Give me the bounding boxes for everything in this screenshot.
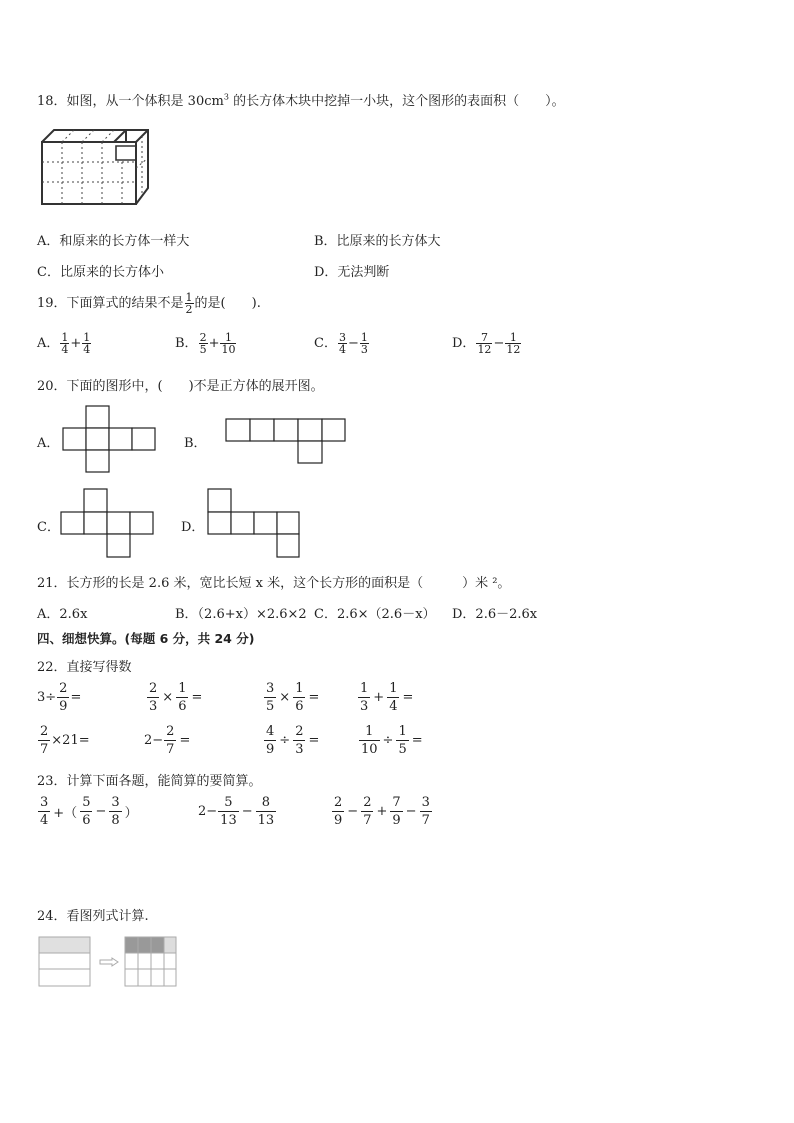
q22-r1-c4: $\frac{1}{3}$ + $\frac{1}{4}$ = [360,681,414,714]
q22-stem: 22．直接写得数 [37,660,132,675]
q24-figure-left [38,936,92,988]
q22-r2-c3: $\frac{4}{9}$ ÷ $\frac{2}{3}$ = [266,724,320,757]
q22-r2-c2: 2− $\frac{2}{7}$ = [144,724,191,757]
q20-label-a: A． [37,436,60,451]
q22-r1-c2: $\frac{2}{3}$ × $\frac{1}{6}$ = [149,681,203,714]
q18-stem: 18．如图，从一个体积是 $30cm^3$ 的长方体木块中挖掉一小块，这个图形的表面积（ ）。 [37,92,565,109]
q20-net-a [63,405,157,475]
q20-label-c: C． [37,520,60,535]
q23-expr-1: $\frac{3}{4}$ +（ $\frac{5}{6}$ − $\frac{3}{8}$ ） [40,795,138,828]
q18-option-a: A．和原来的长方体一样大 [37,234,190,249]
q24-figure-right [124,936,178,988]
q23-stem: 23．计算下面各题，能简算的要简算。 [37,774,262,789]
q24-stem: 24．看图列式计算. [37,909,149,924]
q20-net-c [61,488,155,560]
q20-net-b [225,418,347,466]
q19-option-c: C． $\frac{3}{4}$ − $\frac{1}{3}$ [314,331,368,356]
q21-option-b: B．（2.6+x）×2.6×2 [175,607,307,622]
q22-r1-c1: 3÷ $\frac{2}{9}$ = [37,681,82,714]
q18-option-c: C．比原来的长方体小 [37,265,164,280]
q22-r1-c3: $\frac{3}{5}$ × $\frac{1}{6}$ = [266,681,320,714]
q20-label-d: D． [181,520,205,535]
q20-net-d [207,488,301,560]
fraction-half: $\frac{1}{2}$ [185,291,193,316]
q21-option-a: A．2.6x [37,607,88,622]
q19-stem: 19．下面算式的结果不是 $\frac{1}{2}$ 的是( ). [37,291,261,316]
q19-option-a: A． $\frac{1}{4}$ + $\frac{1}{4}$ [37,331,91,356]
section-4-title: 四、细想快算。(每题 6 分，共 24 分) [37,631,255,646]
q20-label-b: B． [184,436,207,451]
q21-stem: 21．长方形的长是 2.6 米，宽比长短 x 米，这个长方形的面积是（ ）米 ²。 [37,576,511,591]
q24-arrow-icon [99,957,119,967]
q22-r2-c4: $\frac{1}{10}$ ÷ $\frac{1}{5}$ = [361,724,423,757]
q21-option-c: C．2.6×（2.6－x） [314,607,436,622]
q19-option-b: B． $\frac{2}{5}$ + $\frac{1}{10}$ [175,331,236,356]
q19-option-d: D． $\frac{7}{12}$ − $\frac{1}{12}$ [452,331,521,356]
q22-r2-c1: $\frac{2}{7}$ ×21= [40,724,90,757]
q18-block-figure [36,124,156,210]
q20-stem: 20．下面的图形中，( )不是正方体的展开图。 [37,379,324,394]
q18-option-b: B．比原来的长方体大 [314,234,441,249]
q23-expr-3: $\frac{2}{9}$ − $\frac{2}{7}$ + $\frac{7}{9}$ − $\frac{3}{7}$ [334,795,430,828]
q18-option-d: D．无法判断 [314,265,390,280]
q21-option-d: D．2.6－2.6x [452,607,538,622]
q23-expr-2: 2− $\frac{5}{13}$ − $\frac{8}{13}$ [198,795,275,828]
